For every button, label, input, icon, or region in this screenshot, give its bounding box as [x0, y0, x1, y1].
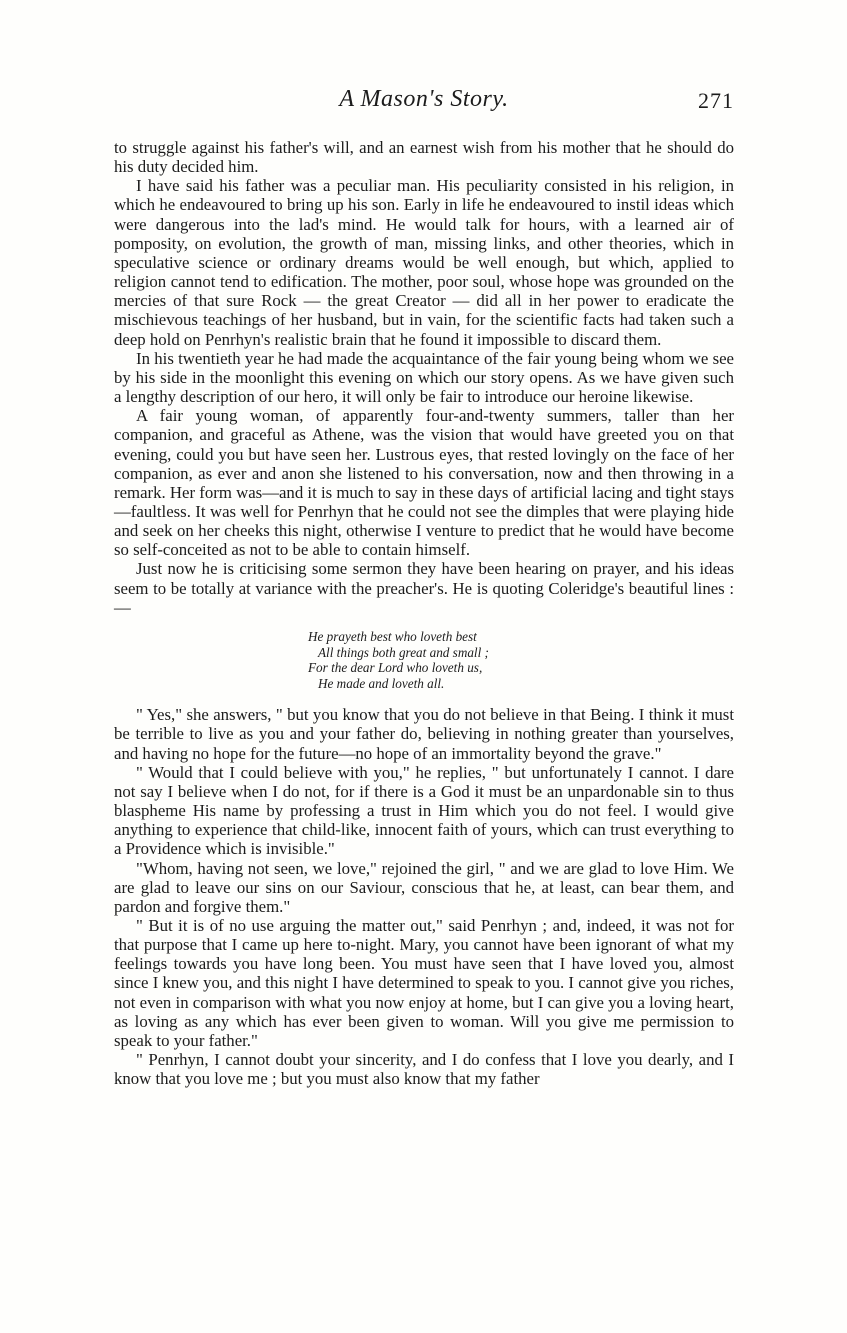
paragraph: " But it is of no use arguing the matter out," said Penrhyn ; and, indeed, it was not for that purpose that I came up here to-night. Mary, you cannot have been ignorant of what my feelings towards you have long been. You must have seen that I have loved you, almost since I knew you, and this night I have determined to speak to you. I cannot give you riches, not even in comparison with what you now enjoy at home, but I can give you a loving heart, as loving as any which has ever been given to woman. Will you give me permission to speak to your father."	[114, 916, 734, 1050]
poem-line: He prayeth best who loveth best	[308, 628, 477, 644]
poem-line: For the dear Lord who loveth us,	[308, 660, 483, 676]
running-title: A Mason's Story.	[339, 86, 509, 112]
page-number: 271	[698, 88, 734, 113]
paragraph: Just now he is criticising some sermon they have been hearing on prayer, and his ideas seem to be totally at variance with the preacher's. He is quoting Coleridge's beautiful lines :—	[114, 559, 734, 617]
paragraph: " Would that I could believe with you," he replies, " but unfortunately I cannot. I dare not say I believe when I do not, for if there is a God it must be an unpardonable sin to thus blaspheme His name by professing a trust in Him which you do not feel. I would give anything to experience that child-like, innocent faith of yours, which can trust everything to a Providence which is invisible."	[114, 762, 734, 859]
paragraph: "Whom, having not seen, we love," rejoined the girl, " and we are glad to love Him. We are glad to leave our sins on our Saviour, conscious that he, at least, can bear them, and pardon and forgive them."	[114, 858, 734, 916]
paragraph: A fair young woman, of apparently four-and-twenty summers, taller than her companion, and graceful as Athene, was the vision that would have greeted you on that evening, could you but have seen her. Lustrous eyes, that rested lovingly on the face of her companion, as ever and anon she listened to his conversation, now and then throwing in a remark. Her form was—and it is much to say in these days of artificial lacing and tight stays—faultless. It was well for Penrhyn that he could not see the dimples that were playing hide and seek on her cheeks this night, otherwise I venture to predict that he would have become so self-conceited as not to be able to contain himself.	[114, 406, 734, 560]
body-text	[114, 138, 734, 1088]
poem-line: He made and loveth all.	[318, 675, 445, 691]
paragraph: to struggle against his father's will, and an earnest wish from his mother that he should do his duty decided him.	[114, 138, 734, 177]
poem-quotation	[308, 629, 734, 691]
paragraph: " Penrhyn, I cannot doubt your sincerity, and I do confess that I love you dearly, and I know that you love me ; but you must also know that my father	[114, 1050, 734, 1089]
paragraph: In his twentieth year he had made the acquaintance of the fair young being whom we see by his side in the moonlight this evening on which our story opens. As we have given such a lengthy description of our hero, it will only be fair to introduce our heroine likewise.	[114, 348, 734, 407]
paragraph: " Yes," she answers, " but you know that you do not believe in that Being. I think it must be terrible to live as you and your father do, believing in nothing greater than yourselves, and having no hope for the future—no hope of an immortality beyond the grave."	[114, 705, 734, 763]
running-head	[114, 86, 734, 120]
paragraph: I have said his father was a peculiar man. His peculiarity consisted in his religion, in which he endeavoured to bring up his son. Early in life he endeavoured to instil ideas which were dangerous into the lad's mind. He would talk for hours, with a learned air of pomposity, on evolution, the growth of man, missing links, and other theories, which in speculative science or ordinary dreams would be well enough, but which, applied to religion cannot tend to edification. The mother, poor soul, whose hope was grounded on the mercies of that sure Rock — the great Creator — did all in her power to eradicate the mischievous teachings of her husband, but in vain, for the scientific facts had taken such a deep hold on Penrhyn's realistic brain that he found it impossible to discard them.	[114, 176, 734, 349]
poem-line: All things both great and small ;	[318, 644, 489, 660]
